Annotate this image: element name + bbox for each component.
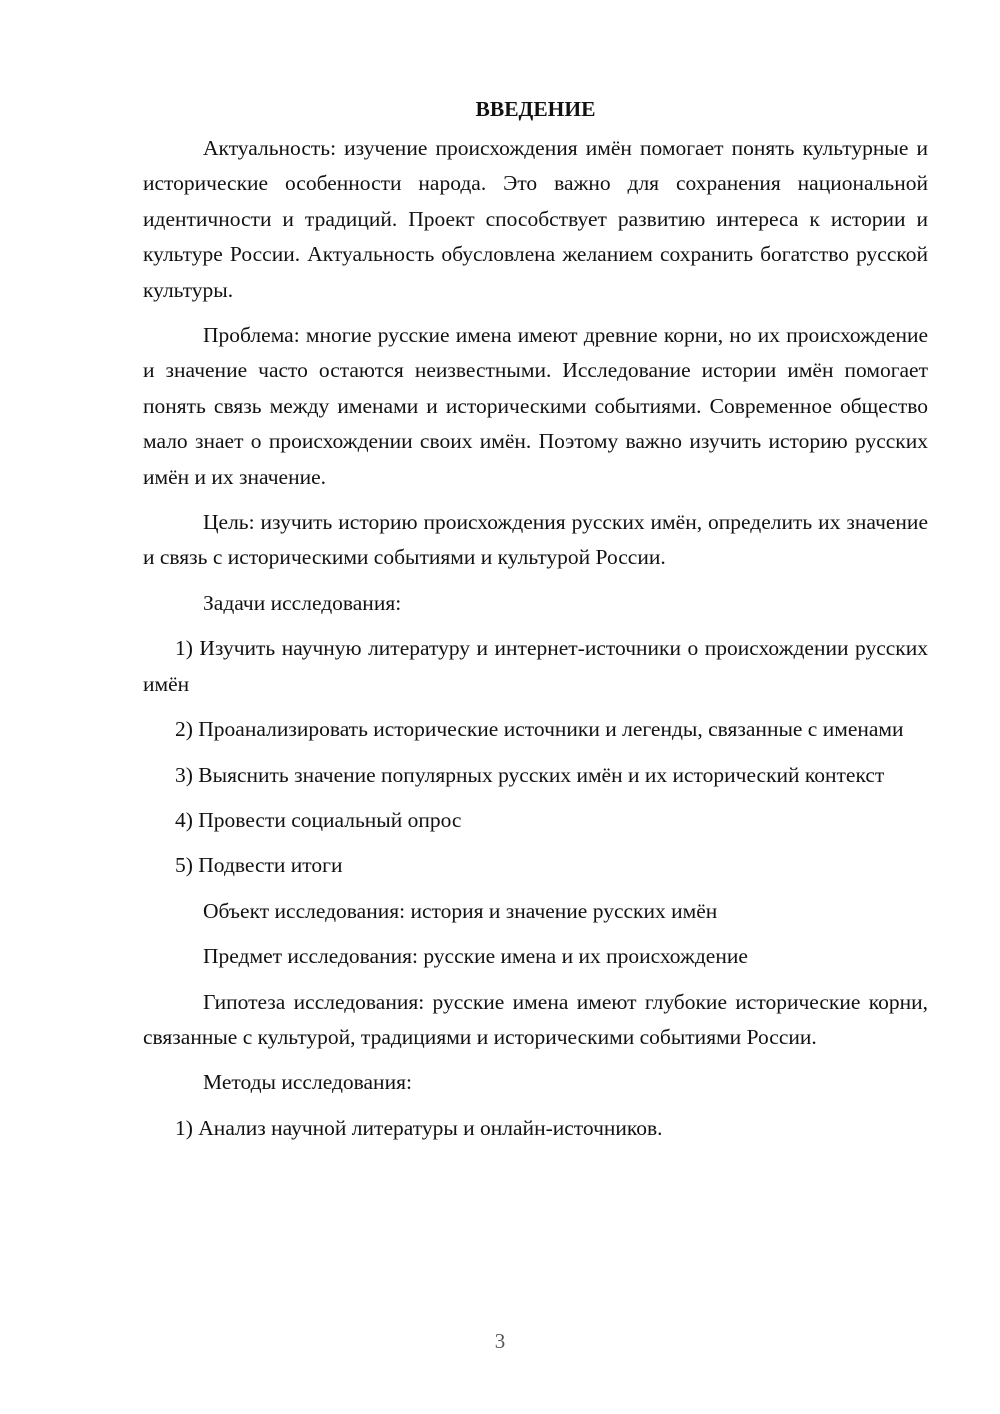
tasks-heading: Задачи исследования: <box>203 590 402 615</box>
task-item-4: 4) Провести социальный опрос <box>175 807 462 832</box>
problem-paragraph: Проблема: многие русские имена имеют древние корни, но их происхождение и значение часто остаются неизвестными. Исследование истории имён помогает понять связь между именами и историческими событиями. Современное общество мало знает о происхождении своих имён. Поэтому важно изучить историю русских имён и их значение. <box>143 323 928 489</box>
task-item-5: 5) Подвести итоги <box>175 853 343 878</box>
task-item-2: 2) Проанализировать исторические источники и легенды, связанные с именами <box>175 717 904 742</box>
subject-paragraph: Предмет исследования: русские имена и их происхождение <box>203 944 748 969</box>
object-paragraph: Объект исследования: история и значение русских имён <box>203 898 718 923</box>
page-number: 3 <box>494 1329 506 1353</box>
task-item-1: 1) Изучить научную литературу и интернет-источники о происхождении русских имён <box>143 636 928 696</box>
page-content <box>143 92 928 1156</box>
methods-heading: Методы исследования: <box>203 1070 412 1095</box>
hypothesis-paragraph: Гипотеза исследования: русские имена имеют глубокие исторические корни, связанные с культурой, традициями и историческими событиями России. <box>143 989 928 1049</box>
method-item-1: 1) Анализ научной литературы и онлайн-источников. <box>175 1115 663 1140</box>
relevance-paragraph: Актуальность: изучение происхождения имён помогает понять культурные и исторические особенности народа. Это важно для сохранения национальной идентичности и традиций. Проект способствует развитию интереса к истории и культуре России. Актуальность обусловлена желанием сохранить богатство русской культуры. <box>143 136 928 302</box>
goal-paragraph: Цель: изучить историю происхождения русских имён, определить их значение и связь с историческими событиями и культурой России. <box>143 510 928 570</box>
section-title: ВВЕДЕНИЕ <box>475 97 596 121</box>
task-item-3: 3) Выяснить значение популярных русских имён и их исторический контекст <box>175 762 885 787</box>
